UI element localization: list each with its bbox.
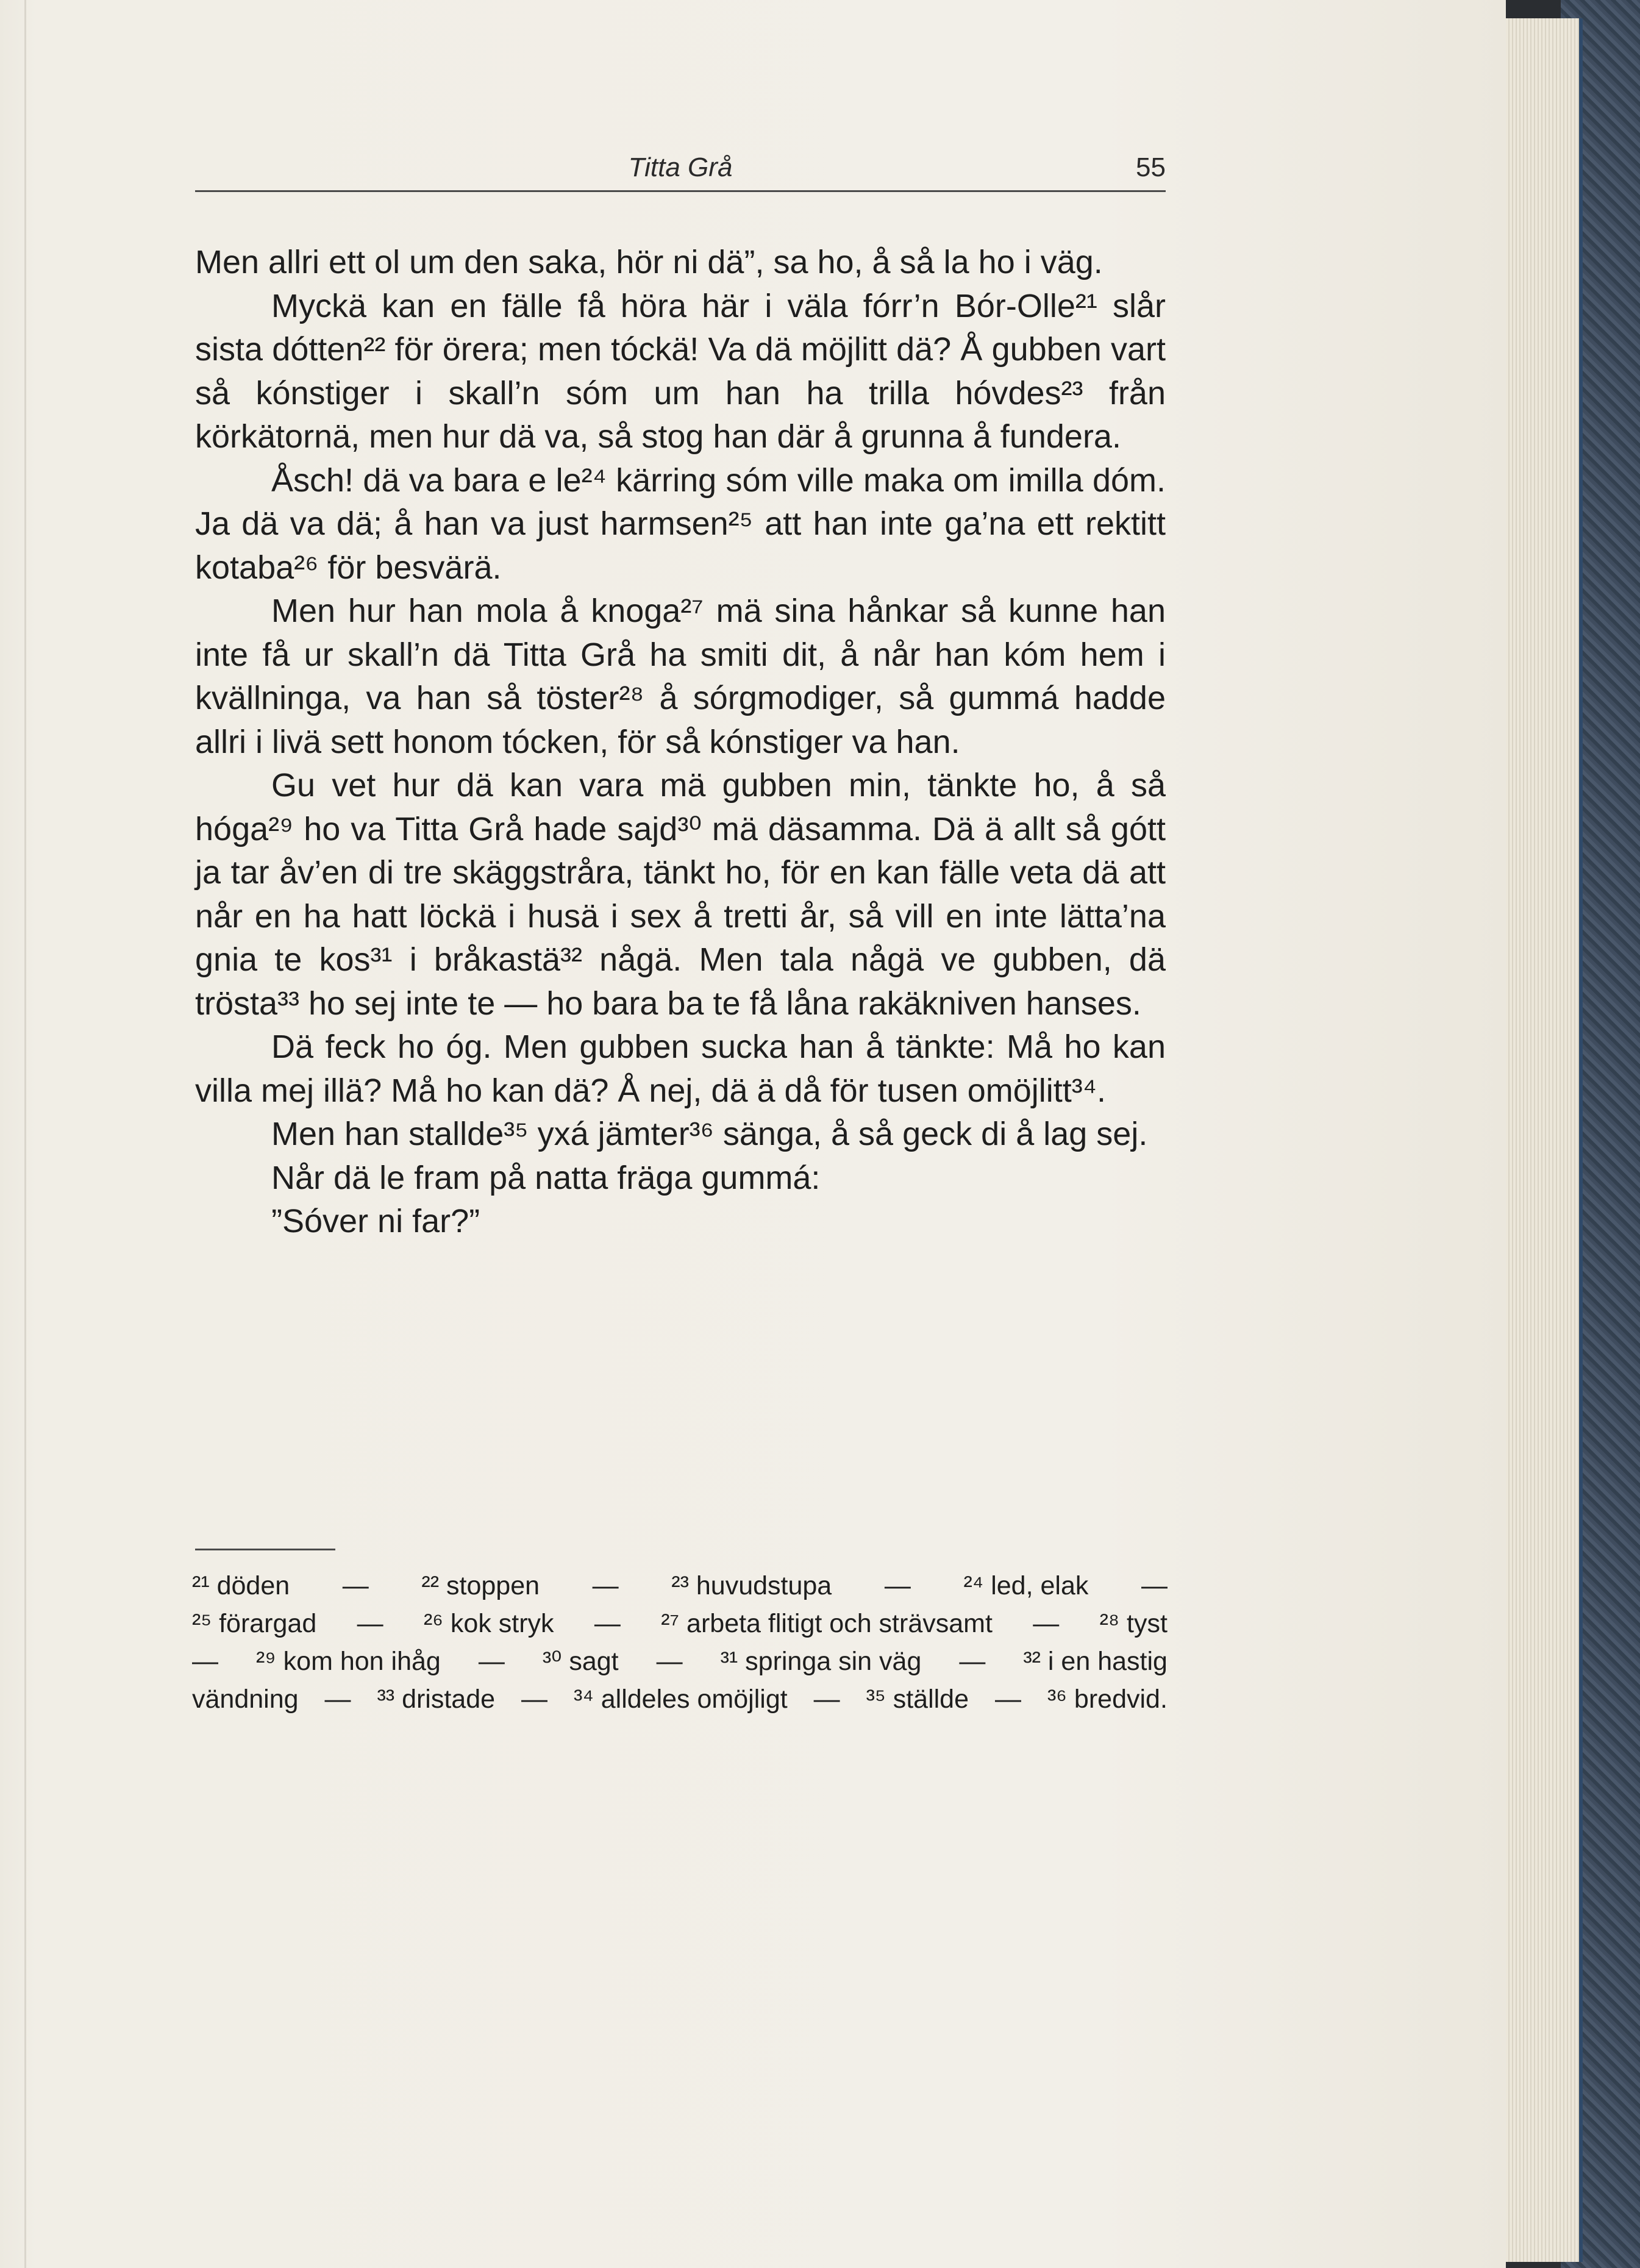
paragraph-4: Men hur han mola å knoga²⁷ mä sina hånkar så kunne han inte få ur skall’n dä Titta Grå ha smiti dit, å når han kóm hem i kvällninga, va han så töster²⁸ å sórgmodiger, så gummá hadde allri i livä sett honom tócken, för så kónstiger va han. (195, 593, 1166, 760)
footnote-33: ³³ dristade (377, 1685, 496, 1714)
footnote-dash: — (592, 1571, 619, 1600)
paragraph-6: Dä feck ho óg. Men gubben sucka han å tänkte: Må ho kan villa mej illä? Må ho kan dä? Å nej, dä ä då för tusen omöjlitt³⁴. (195, 1029, 1166, 1109)
footnote-22: ²² stoppen (421, 1571, 540, 1600)
footnote-30: ³⁰ sagt (542, 1647, 619, 1676)
footnotes (192, 1567, 1168, 1718)
footnote-line (192, 1567, 1168, 1605)
footnote-28: ²⁸ tyst (1099, 1609, 1168, 1638)
footnote-divider (195, 1549, 335, 1550)
body-text (195, 241, 1166, 1244)
footnote-32: ³² i en hastig (1023, 1647, 1168, 1676)
footnote-dash: — (1141, 1571, 1168, 1600)
footnote-dash: — (656, 1647, 683, 1676)
footnote-line (192, 1680, 1168, 1718)
footnote-dash: — (1033, 1609, 1060, 1638)
paragraph-1: Men allri ett ol um den saka, hör ni dä”, sa ho, å så la ho i väg. (195, 244, 1103, 280)
footnote-23: ²³ huvudstupa (671, 1571, 832, 1600)
footnote-dash: — (357, 1609, 383, 1638)
footnote-dash: — (521, 1685, 548, 1714)
footnote-26: ²⁶ kok stryk (423, 1609, 554, 1638)
footnote-34: ³⁴ alldeles omöjligt (574, 1685, 788, 1714)
running-title: Titta Grå (628, 152, 733, 182)
footnote-36: ³⁶ bredvid. (1047, 1685, 1168, 1714)
paragraph-5: Gu vet hur dä kan vara mä gubben min, tänkte ho, å så hóga²⁹ ho va Titta Grå hade sajd³⁰ mä däsamma. Dä ä allt så gótt ja tar åv’en di tre skäggstråra, tänkt ho, för en kan fälle veta dä att når en ha hatt löckä i husä i sex å tretti år, så vill en inte lätta’na gnia te kos³¹ i bråkastä³² någä. Men tala någä ve gubben, dä trösta³³ ho sej inte te — ho bara ba te få låna rakäkniven hanses. (195, 767, 1166, 1022)
footnote-dash: — (813, 1685, 840, 1714)
footnote-dash: — (192, 1647, 218, 1676)
footnote-dash: — (324, 1685, 351, 1714)
paragraph-3: Åsch! dä va bara e le²⁴ kärring sóm ville maka om imilla dóm. Ja dä va dä; å han va just harmsen²⁵ att han inte ga’na ett rektitt kotaba²⁶ för besvärä. (195, 462, 1166, 586)
running-header (195, 152, 1166, 192)
footnote-dash: — (594, 1609, 621, 1638)
footnote-dash: — (959, 1647, 986, 1676)
footnote-24: ²⁴ led, elak (963, 1571, 1089, 1600)
footnote-dash: — (342, 1571, 369, 1600)
footnote-dash: — (884, 1571, 911, 1600)
footnote-dash: — (994, 1685, 1021, 1714)
footnote-25: ²⁵ förargad (192, 1609, 317, 1638)
footnote-line (192, 1642, 1168, 1680)
paragraph-9: ”Sóver ni far?” (271, 1203, 480, 1239)
footnote-dash: — (478, 1647, 505, 1676)
page-number: 55 (1136, 152, 1166, 182)
footnote-32-cont: vändning (192, 1685, 299, 1714)
footnote-21: ²¹ döden (192, 1571, 290, 1600)
footnote-35: ³⁵ ställde (866, 1685, 969, 1714)
footnote-31: ³¹ springa sin väg (720, 1647, 922, 1676)
paragraph-2: Myckä kan en fälle få höra här i väla fórr’n Bór-Olle²¹ slår sista dótten²² för örera; men tóckä! Va dä möjlitt dä? Å gubben vart så kónstiger i skall’n sóm um han ha trilla hóvdes²³ från körkätornä, men hur dä va, så stog han där å grunna å fundera. (195, 287, 1166, 455)
paragraph-7: Men han stallde³⁵ yxá jämter³⁶ sänga, å så geck di å lag sej. (271, 1116, 1148, 1152)
footnote-line (192, 1605, 1168, 1642)
footnote-27: ²⁷ arbeta flitigt och strävsamt (661, 1609, 993, 1638)
paragraph-8: Når dä le fram på natta fräga gummá: (271, 1159, 821, 1196)
footnote-29: ²⁹ kom hon ihåg (255, 1647, 441, 1676)
